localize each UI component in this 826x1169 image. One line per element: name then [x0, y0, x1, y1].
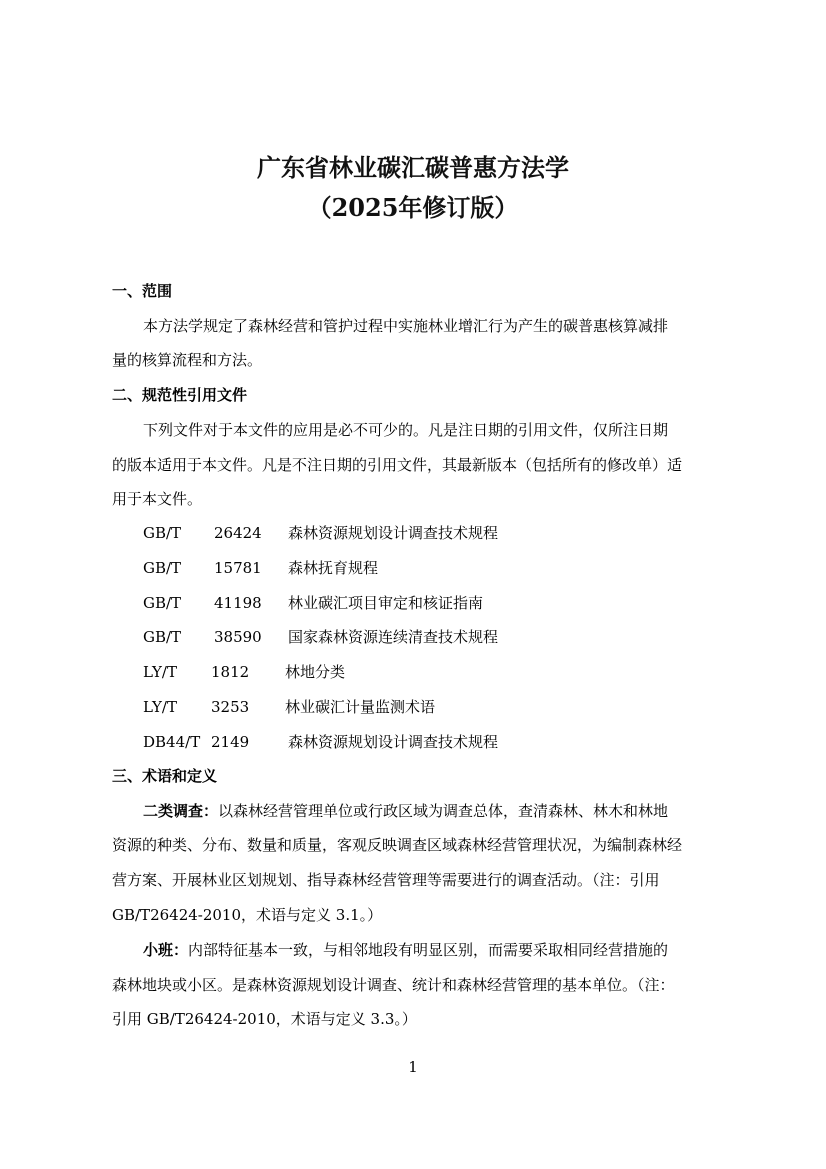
reference-name: 林业碳汇计量监测术语 [285, 698, 436, 716]
reference-type: GB/T [143, 559, 182, 577]
section-heading-terms: 三、术语和定义 [112, 767, 218, 785]
paragraph-line: 量的核算流程和方法。 [112, 351, 263, 369]
reference-number: 41198 [214, 594, 262, 612]
reference-type: DB44/T [143, 733, 201, 751]
paragraph-line: 下列文件对于本文件的应用是必不可少的。凡是注日期的引用文件，仅所注日期 [143, 421, 669, 439]
reference-type: GB/T [143, 628, 182, 646]
term-definition-line [143, 940, 743, 960]
paragraph-line: 的版本适用于本文件。凡是不注日期的引用文件，其最新版本（包括所有的修改单）适 [112, 456, 683, 474]
reference-name: 林业碳汇项目审定和核证指南 [288, 594, 484, 612]
term-label: 二类调查： [143, 802, 219, 820]
term-definition-text: 内部特征基本一致，与相邻地段有明显区别，而需要采取相同经营措施的 [188, 941, 669, 959]
reference-type: GB/T [143, 594, 182, 612]
reference-number: 1812 [211, 663, 250, 681]
reference-type: LY/T [143, 663, 177, 681]
paragraph-line: 资源的种类、分布、数量和质量，客观反映调查区域森林经营管理状况，为编制森林经 [112, 836, 683, 854]
section-heading-references: 二、规范性引用文件 [112, 386, 248, 404]
reference-name: 国家森林资源连续清查技术规程 [288, 628, 499, 646]
reference-type: LY/T [143, 698, 177, 716]
reference-number: 38590 [214, 628, 262, 646]
paragraph-line: 本方法学规定了森林经营和管护过程中实施林业增汇行为产生的碳普惠核算减排 [143, 317, 669, 335]
term-label: 小班： [143, 941, 189, 959]
reference-type: GB/T [143, 524, 182, 542]
reference-name: 森林资源规划设计调查技术规程 [288, 524, 499, 542]
reference-number: 3253 [211, 698, 250, 716]
document-title: 广东省林业碳汇碳普惠方法学 [257, 153, 569, 182]
term-definition-line [143, 801, 743, 821]
term-definition-text: 以森林经营管理单位或行政区域为调查总体，查清森林、林木和林地 [218, 802, 669, 820]
document-subtitle: （2025年修订版） [307, 193, 519, 222]
paragraph-line: GB/T26424-2010，术语与定义 3.1。） [112, 906, 383, 924]
reference-number: 15781 [214, 559, 262, 577]
reference-number: 26424 [214, 524, 262, 542]
reference-name: 林地分类 [285, 663, 346, 681]
paragraph-line: 用于本文件。 [112, 490, 203, 508]
section-heading-scope: 一、范围 [112, 282, 173, 300]
reference-name: 森林抚育规程 [288, 559, 379, 577]
paragraph-line: 森林地块或小区。是森林资源规划设计调查、统计和森林经营管理的基本单位。（注： [112, 976, 675, 994]
page-number: 1 [408, 1058, 418, 1076]
reference-name: 森林资源规划设计调查技术规程 [288, 733, 499, 751]
reference-number: 2149 [211, 733, 250, 751]
paragraph-line: 引用 GB/T26424-2010，术语与定义 3.3。） [112, 1010, 417, 1028]
paragraph-line: 营方案、开展林业区划规划、指导森林经营管理等需要进行的调查活动。（注：引用 [112, 871, 660, 889]
